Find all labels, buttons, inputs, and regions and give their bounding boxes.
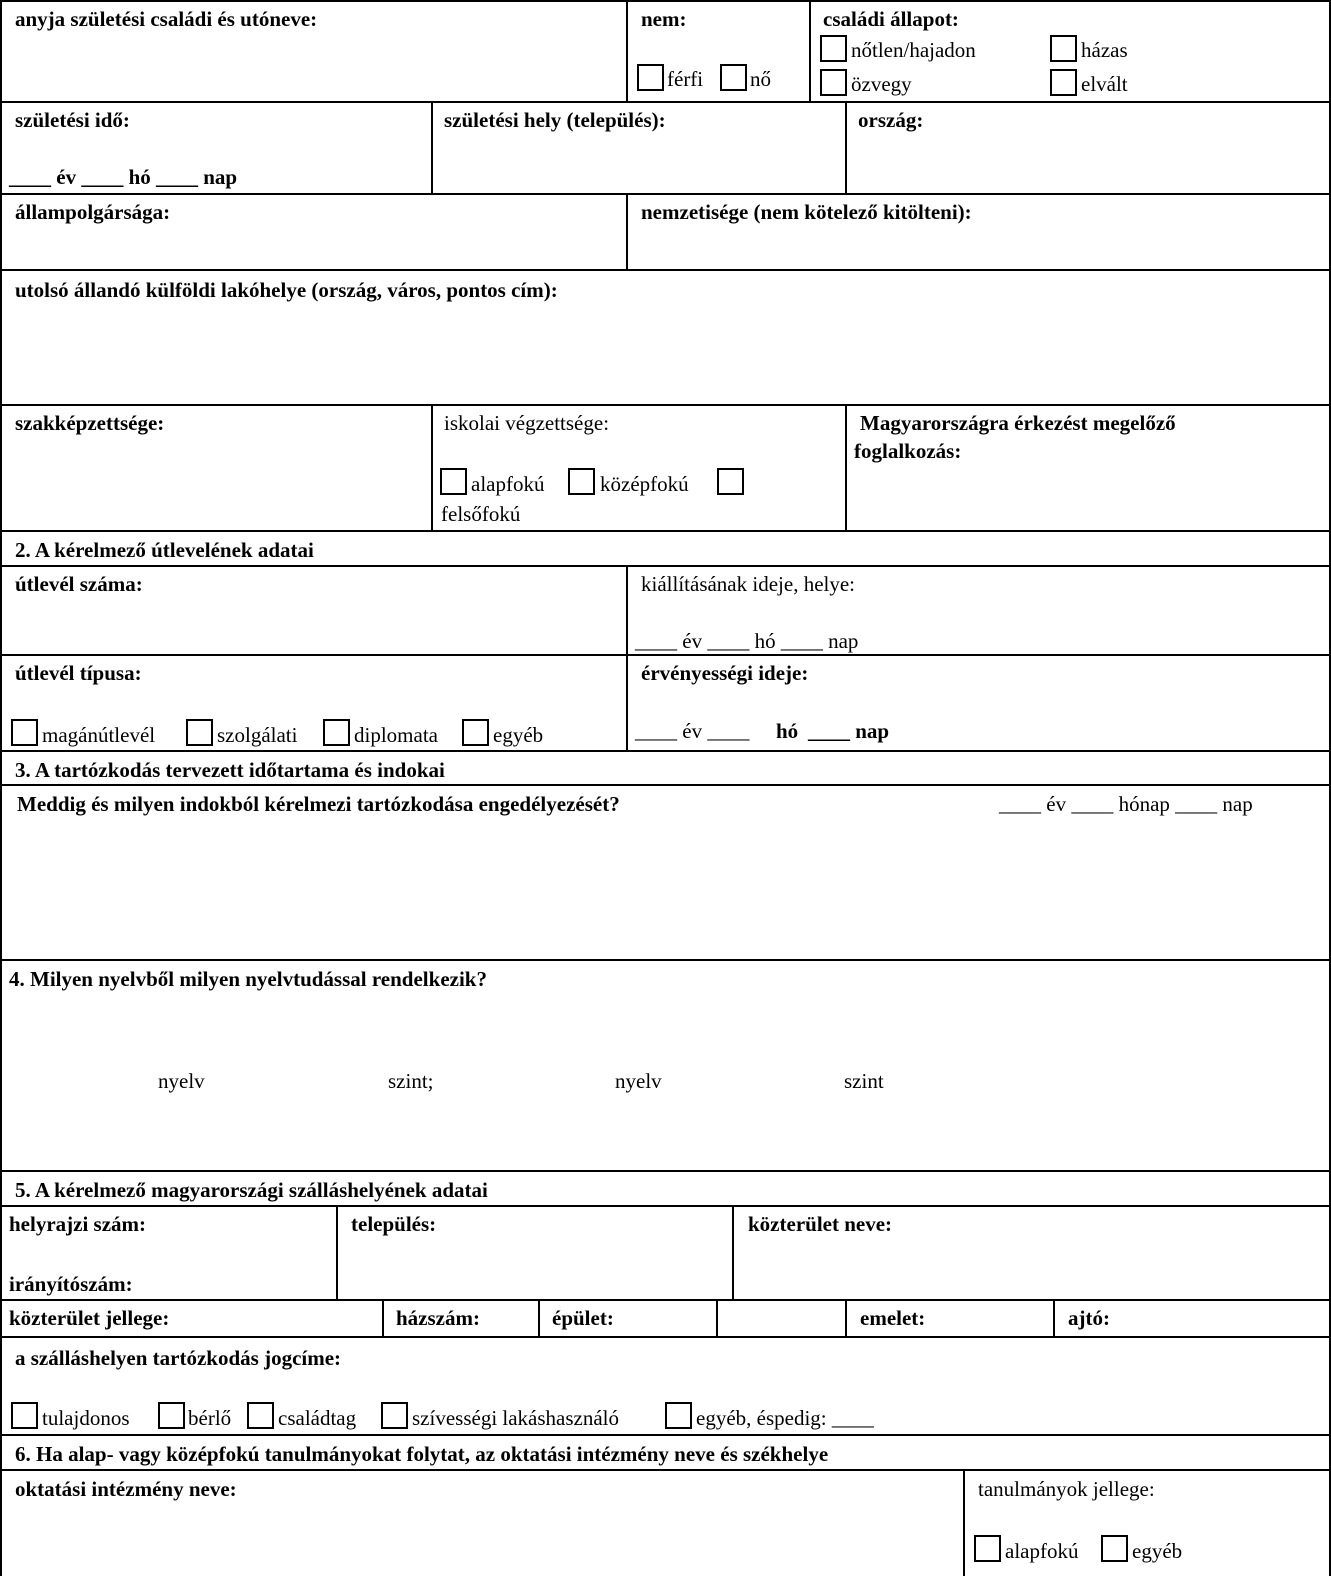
section-2-title: 2. A kérelmező útlevelének adatai [15,538,314,562]
rule [0,404,1331,406]
citizenship-label: állampolgársága: [15,200,171,224]
family-member-label: családtag [278,1406,357,1430]
rule [0,1469,1331,1471]
diplomatic-passport-label: diplomata [354,723,438,747]
tenant-label: bérlő [188,1406,232,1430]
street-type-label: közterület jellege: [9,1306,170,1330]
rule [0,784,1331,786]
section-5-title: 5. A kérelmező magyarországi szálláshelyének adatai [15,1178,488,1202]
parcel-number-label: helyrajzi szám: [9,1212,147,1236]
street-name-label: közterület neve: [748,1212,893,1236]
issue-label: kiállításának ideje, helye: [641,572,855,596]
rule [0,565,1331,567]
rule [0,1434,1331,1436]
divorced-label: elvált [1081,72,1128,96]
door-label: ajtó: [1068,1306,1110,1330]
legal-title-label: a szálláshelyen tartózkodás jogcíme: [15,1346,342,1370]
col-rule [382,1299,384,1336]
frame-left [0,0,2,1576]
marital-status-label: családi állapot: [823,7,959,31]
col-rule [626,0,628,101]
section-3-title: 3. A tartózkodás tervezett időtartama és indokai [15,758,445,782]
widowed-checkbox[interactable] [820,69,847,96]
owner-label: tulajdonos [42,1406,130,1430]
col-rule [431,404,433,530]
study-primary-checkbox[interactable] [974,1535,1001,1562]
rule [0,1205,1331,1207]
private-passport-checkbox[interactable] [11,719,38,746]
building-label: épület: [552,1306,614,1330]
rule [0,959,1331,961]
validity-ho: hó [776,719,799,743]
birth-place-label: születési hely (település): [444,108,666,132]
study-other-label: egyéb [1132,1539,1183,1563]
female-label: nő [750,67,771,91]
secondary-edu-label: középfokú [600,472,689,496]
other-passport-checkbox[interactable] [462,719,489,746]
last-address-label: utolsó állandó külföldi lakóhelye (ország, város, pontos cím): [15,278,558,302]
col-rule [336,1205,338,1299]
birth-date-label: születési idő: [15,108,130,132]
primary-edu-checkbox[interactable] [440,468,467,495]
col-rule [845,101,847,193]
col-rule [809,0,811,101]
passport-type-label: útlevél típusa: [15,661,142,685]
rule [0,269,1331,271]
col-rule [845,404,847,530]
section-6-title: 6. Ha alap- vagy középfokú tanulmányokat folytat, az oktatási intézmény neve és székhelye [15,1442,829,1466]
rule [0,101,1331,103]
single-checkbox[interactable] [820,35,847,62]
validity-ev-field[interactable]: ____ év ____ [635,719,750,743]
rule [0,193,1331,195]
female-checkbox[interactable] [720,64,747,91]
higher-edu-label: felsőfokú [441,502,521,526]
family-member-checkbox[interactable] [247,1402,274,1429]
study-primary-label: alapfokú [1005,1539,1079,1563]
education-label: iskolai végzettsége: [444,411,610,435]
qualification-label: szakképzettsége: [15,411,165,435]
other-title-checkbox[interactable] [665,1402,692,1429]
nationality-label: nemzetisége (nem kötelező kitölteni): [641,200,972,224]
level-1-label: szint; [388,1069,434,1093]
married-checkbox[interactable] [1050,35,1077,62]
rule [0,1170,1331,1172]
col-rule [845,1299,847,1336]
validity-label: érvényességi ideje: [641,661,809,685]
issue-date-field[interactable]: ____ év ____ hó ____ nap [635,629,859,653]
study-other-checkbox[interactable] [1101,1535,1128,1562]
courtesy-use-label: szívességi lakáshasználó [412,1406,620,1430]
institution-name-label: oktatási intézmény neve: [15,1477,237,1501]
settlement-label: település: [351,1212,437,1236]
rule [0,750,1331,752]
section-4-title: 4. Milyen nyelvből milyen nyelvtudással rendelkezik? [9,967,487,991]
divorced-checkbox[interactable] [1050,69,1077,96]
level-2-label: szint [844,1069,884,1093]
frame-top [0,0,1331,2]
country-label: ország: [858,108,924,132]
secondary-edu-checkbox[interactable] [568,468,595,495]
rule [0,530,1331,532]
rule [0,654,1331,656]
col-rule [626,565,628,750]
study-type-label: tanulmányok jellege: [978,1477,1155,1501]
col-rule [431,101,433,193]
service-passport-label: szolgálati [217,723,298,747]
language-1-label: nyelv [158,1069,205,1093]
birth-date-field[interactable]: ____ év ____ hó ____ nap [9,165,238,189]
postcode-label: irányítószám: [9,1272,133,1296]
courtesy-use-checkbox[interactable] [381,1402,408,1429]
sex-label: nem: [641,7,687,31]
widowed-label: özvegy [851,72,912,96]
floor-label: emelet: [860,1306,926,1330]
male-checkbox[interactable] [637,64,664,91]
service-passport-checkbox[interactable] [186,719,213,746]
male-label: férfi [667,67,704,91]
other-title-label: egyéb, éspedig: ____ [696,1406,874,1430]
diplomatic-passport-checkbox[interactable] [323,719,350,746]
house-number-label: házszám: [396,1306,480,1330]
married-label: házas [1081,38,1128,62]
col-rule [1053,1299,1055,1336]
single-label: nőtlen/hajadon [851,38,976,62]
mother-name-label: anyja születési családi és utóneve: [15,7,318,31]
private-passport-label: magánútlevél [42,723,156,747]
col-rule [732,1205,734,1299]
col-rule [626,193,628,269]
col-rule [716,1299,718,1336]
passport-number-label: útlevél száma: [15,572,143,596]
occupation-label-1: Magyarországra érkezést megelőző [860,411,1176,435]
col-rule [963,1469,965,1576]
language-2-label: nyelv [615,1069,662,1093]
col-rule [538,1299,540,1336]
higher-edu-checkbox[interactable] [717,468,744,495]
other-passport-label: egyéb [493,723,544,747]
primary-edu-label: alapfokú [471,472,545,496]
tenant-checkbox[interactable] [158,1402,185,1429]
validity-nap-field[interactable]: ____ nap [808,719,890,743]
rule [0,1299,1331,1301]
duration-question: Meddig és milyen indokból kérelmezi tartózkodása engedélyezését? [17,792,620,816]
duration-field[interactable]: ____ év ____ hónap ____ nap [999,792,1253,816]
occupation-label-2: foglalkozás: [854,439,962,463]
owner-checkbox[interactable] [11,1402,38,1429]
rule [0,1336,1331,1338]
